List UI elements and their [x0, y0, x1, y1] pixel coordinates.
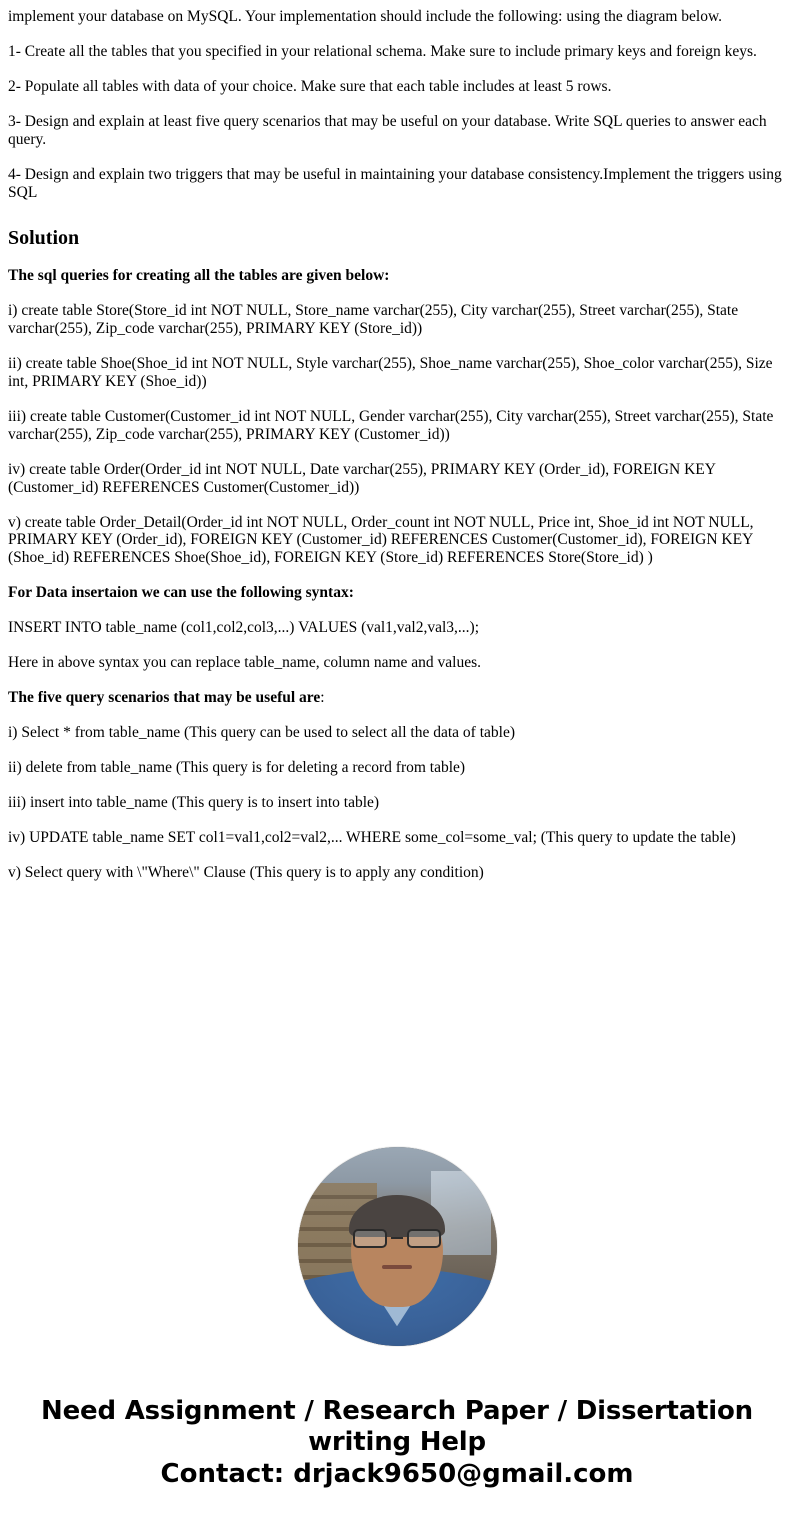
- avatar-glasses-lens-left: [353, 1229, 387, 1248]
- query-lead-in-colon: :: [320, 689, 325, 707]
- query-lead-in: [8, 689, 786, 707]
- avatar-glasses-bridge: [391, 1237, 403, 1239]
- intro-paragraph-2: 1- Create all the tables that you specified in your relational schema. Make sure to include primary keys and foreign keys.: [8, 42, 757, 60]
- footer-headline: Need Assignment / Research Paper / Dissertation writing Help: [41, 1396, 753, 1457]
- footer: [8, 1396, 786, 1490]
- create-statement-store: i) create table Store(Store_id int NOT NULL, Store_name varchar(255), City varchar(255), Street varchar(255), State varchar(255), Zip_code varchar(255), PRIMARY KEY (Store_id)): [8, 301, 739, 337]
- query-scenario-4: iv) UPDATE table_name SET col1=val1,col2=val2,... WHERE some_col=some_val; (This query to update the table): [8, 829, 736, 847]
- intro-paragraph-1: implement your database on MySQL. Your implementation should include the following: using the diagram below.: [8, 8, 723, 25]
- vertical-spacer: [8, 899, 786, 1147]
- insert-note: Here in above syntax you can replace table_name, column name and values.: [8, 654, 481, 672]
- avatar-glasses-lens-right: [407, 1229, 441, 1248]
- create-statement-shoe: ii) create table Shoe(Shoe_id int NOT NULL, Style varchar(255), Shoe_name varchar(255), Shoe_color varchar(255), Size int, PRIMARY KEY (Shoe_id)): [8, 354, 773, 390]
- intro-paragraph-4: 3- Design and explain at least five query scenarios that may be useful on your database. Write SQL queries to answer each query.: [8, 112, 767, 148]
- query-scenario-3: iii) insert into table_name (This query is to insert into table): [8, 794, 380, 812]
- footer-contact: Contact: drjack9650@gmail.com: [160, 1459, 634, 1490]
- query-scenario-5: v) Select query with \"Where\" Clause (This query is to apply any condition): [8, 864, 484, 882]
- query-lead-in-bold: The five query scenarios that may be useful are: [8, 689, 321, 707]
- insert-syntax: INSERT INTO table_name (col1,col2,col3,...) VALUES (val1,val2,val3,...);: [8, 619, 480, 637]
- avatar-mouth: [382, 1265, 412, 1269]
- query-scenario-2: ii) delete from table_name (This query is for deleting a record from table): [8, 759, 466, 777]
- insertion-lead-in: For Data insertaion we can use the following syntax:: [8, 584, 354, 602]
- tables-lead-in: The sql queries for creating all the tables are given below:: [8, 266, 390, 284]
- avatar-container: [8, 1147, 786, 1346]
- solution-heading: Solution: [8, 226, 80, 249]
- avatar: [298, 1147, 497, 1346]
- avatar-glasses: [349, 1229, 445, 1249]
- create-statement-order-detail: v) create table Order_Detail(Order_id int NOT NULL, Order_count int NOT NULL, Price int, Shoe_id int NOT NULL, PRIMARY KEY (Order_id), FOREIGN KEY (Customer_id) REFERENCES Customer(Customer_id), FOREIGN KEY (Shoe_id) REFERENCES Shoe(Shoe_id), FOREIGN KEY (Store_id) REFERENCES Store(Store_id) ): [8, 513, 754, 567]
- create-statement-customer: iii) create table Customer(Customer_id int NOT NULL, Gender varchar(255), City varchar(255), Street varchar(255), State varchar(255), Zip_code varchar(255), PRIMARY KEY (Customer_id)): [8, 407, 774, 443]
- create-statement-order: iv) create table Order(Order_id int NOT NULL, Date varchar(255), PRIMARY KEY (Order_id), FOREIGN KEY (Customer_id) REFERENCES Customer(Customer_id)): [8, 460, 716, 496]
- intro-paragraph-5: 4- Design and explain two triggers that may be useful in maintaining your database consistency.Implement the triggers using SQL: [8, 165, 782, 201]
- query-scenario-1: i) Select * from table_name (This query can be used to select all the data of table): [8, 724, 515, 742]
- intro-paragraph-3: 2- Populate all tables with data of your choice. Make sure that each table includes at least 5 rows.: [8, 77, 612, 95]
- document-page: [0, 8, 794, 1490]
